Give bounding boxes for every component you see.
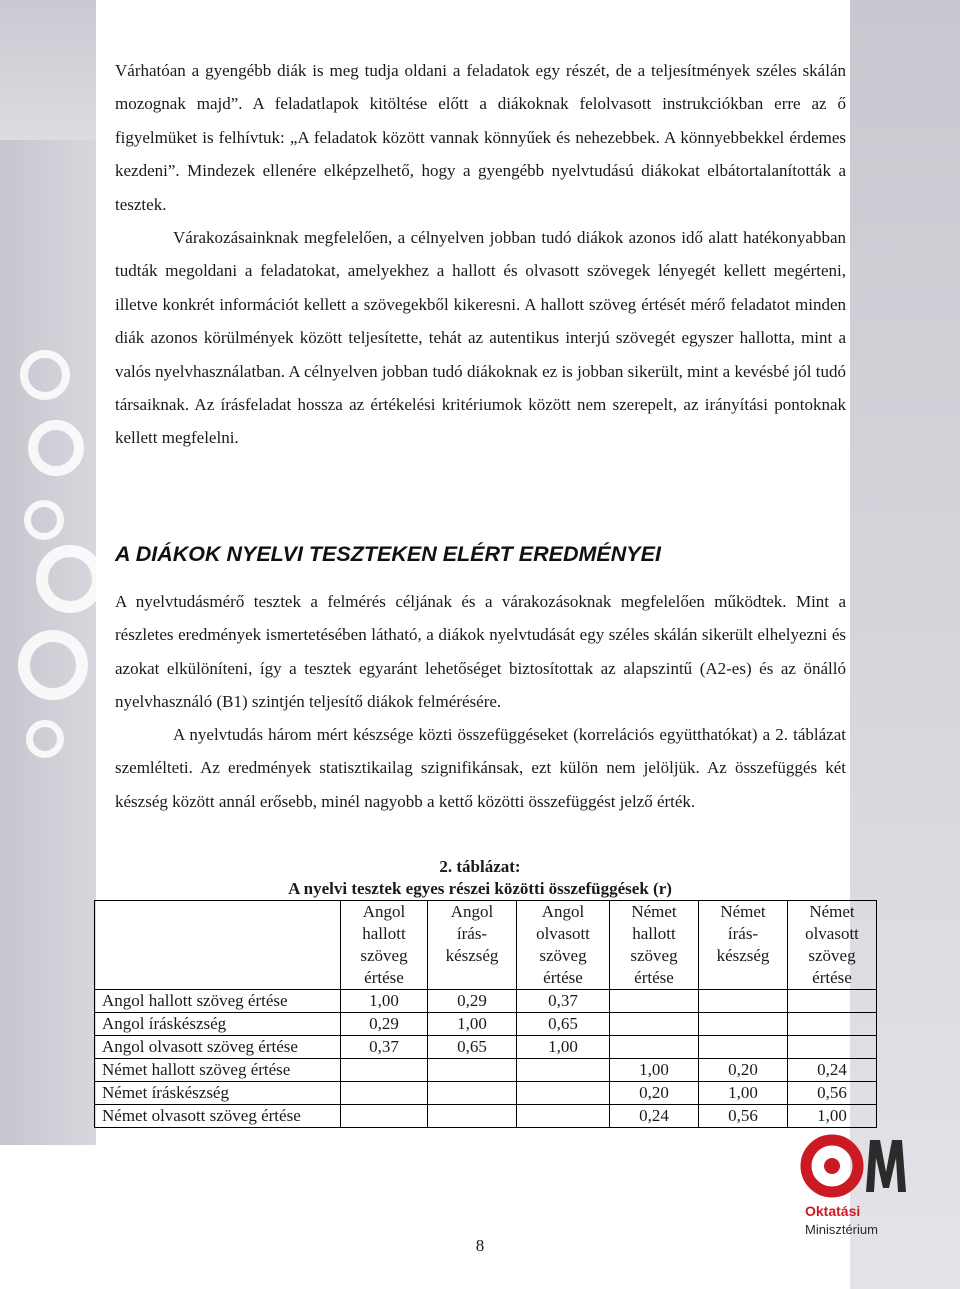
table-cell: 1,00 — [341, 990, 428, 1013]
header-line: olvasott — [805, 924, 859, 943]
table-row — [95, 1013, 877, 1036]
header-line: értése — [812, 968, 852, 987]
table-cell — [428, 1082, 517, 1105]
table-cell — [428, 1059, 517, 1082]
table-row — [95, 990, 877, 1013]
table-cell: 0,37 — [341, 1036, 428, 1059]
row-label: Angol íráskészség — [95, 1013, 341, 1036]
table-cell — [517, 1105, 610, 1128]
decorative-circles — [0, 330, 96, 830]
header-line: szöveg — [360, 946, 408, 965]
paragraph-3: A nyelvtudásmérő tesztek a felmérés céljának és a várakozásoknak megfelelően működtek. Mint a részletes eredmények ismertetésében látható, a diákok nyelvtudását egy széles skálán sikerült elhelyezni és azokat elkülöníteni, így a tesztek egyaránt lehetőséget biztosítottak az alapszintű (A2-es) és az önálló nyelvhasználó (B1) szintjén teljesítő diákok felmérésére. — [115, 592, 846, 712]
table-cell — [517, 1059, 610, 1082]
circle-icon — [26, 720, 64, 758]
table-cell — [610, 990, 699, 1013]
table-cell — [788, 1036, 877, 1059]
header-line: értése — [634, 968, 674, 987]
row-label: Német olvasott szöveg értése — [95, 1105, 341, 1128]
header-angol-iras — [428, 901, 517, 990]
table-cell — [610, 1036, 699, 1059]
row-label: Angol olvasott szöveg értése — [95, 1036, 341, 1059]
table-cell — [699, 1013, 788, 1036]
paragraph-2: Várakozásainknak megfelelően, a célnyelven jobban tudó diákok azonos idő alatt hatékonyabban tudták megoldani a feladatokat, amelyekhez a hallott és olvasott szövegek lényegét kellett megérteni, illetve konkrét információt kellett a szövegekből kikeresni. A hallott szöveg értését mérő feladatot minden diák azonos körülmények között teljesítette, tehát az autentikus interjú szövegét egyszer hallotta, mint a valós nyelvhasználatban. A célnyelven jobban tudó diákoknak ez is jobban sikerült, mint a kevésbé jól tudó társaiknak. Az írásfeladat hossza az értékelési kritériumok között nem szerepelt, az irányítási pontoknak kellett megfelelni. — [115, 228, 846, 448]
table-cell — [788, 990, 877, 1013]
table-cell: 1,00 — [699, 1082, 788, 1105]
table-cell: 1,00 — [610, 1059, 699, 1082]
circle-icon — [18, 630, 88, 700]
header-line: készség — [716, 946, 770, 965]
table-cell: 0,24 — [610, 1105, 699, 1128]
table-cell: 0,20 — [699, 1059, 788, 1082]
header-line: Német — [720, 902, 766, 921]
table-cell: 0,37 — [517, 990, 610, 1013]
logo-text-oktatasi: Oktatási — [805, 1203, 861, 1219]
table-row — [95, 1082, 877, 1105]
table-cell: 0,56 — [699, 1105, 788, 1128]
logo-text-miniszterium: Minisztérium — [805, 1222, 878, 1237]
section-heading: A DIÁKOK NYELVI TESZTEKEN ELÉRT EREDMÉNYEI — [115, 542, 661, 566]
table-cell — [341, 1059, 428, 1082]
header-nemet-olvasott — [788, 901, 877, 990]
circle-icon — [36, 545, 104, 613]
table-caption — [96, 856, 864, 900]
circle-icon — [20, 350, 70, 400]
table-cell — [699, 1036, 788, 1059]
table-row — [95, 1059, 877, 1082]
header-line: írás- — [727, 924, 759, 943]
table-cell — [788, 1013, 877, 1036]
table-cell — [610, 1013, 699, 1036]
header-nemet-hallott — [610, 901, 699, 990]
table-cell: 1,00 — [517, 1036, 610, 1059]
table-cell — [341, 1082, 428, 1105]
page-number: 8 — [475, 1236, 485, 1255]
header-line: szöveg — [630, 946, 678, 965]
table-corner-cell — [95, 901, 341, 990]
table-cell: 0,65 — [517, 1013, 610, 1036]
header-angol-hallott — [341, 901, 428, 990]
header-line: írás- — [456, 924, 488, 943]
table-cell — [517, 1082, 610, 1105]
paragraph-4: A nyelvtudás három mért készsége közti összefüggéseket (korrelációs együtthatókat) a 2. táblázat szemlélteti. Az eredmények statisztikailag szignifikánsak, ezt külön nem jelöljük. Az összefüggés két készség között annál erősebb, minél nagyobb a kettő közötti összefüggést jelző érték. — [115, 725, 846, 811]
circle-icon — [28, 420, 84, 476]
header-line: készség — [445, 946, 499, 965]
header-angol-olvasott — [517, 901, 610, 990]
header-line: Német — [631, 902, 677, 921]
table-row — [95, 1105, 877, 1128]
table-cell: 0,29 — [341, 1013, 428, 1036]
table-cell: 0,24 — [788, 1059, 877, 1082]
table-cell: 1,00 — [428, 1013, 517, 1036]
table-cell — [428, 1105, 517, 1128]
header-line: szöveg — [539, 946, 587, 965]
header-line: Angol — [362, 902, 406, 921]
row-label: Német íráskészség — [95, 1082, 341, 1105]
header-line: hallott — [362, 924, 406, 943]
table-header-row — [95, 901, 877, 990]
header-line: értése — [364, 968, 404, 987]
table-cell: 0,29 — [428, 990, 517, 1013]
table-cell: 0,56 — [788, 1082, 877, 1105]
row-label: Német hallott szöveg értése — [95, 1059, 341, 1082]
table-cell: 0,65 — [428, 1036, 517, 1059]
header-line: értése — [543, 968, 583, 987]
paragraph-1: Várhatóan a gyengébb diák is meg tudja oldani a feladatok egy részét, de a teljesítmények széles skálán mozognak majd”. A feladatlapok kitöltése előtt a diákoknak felolvasott instrukciókban erre az ő figyelmüket is felhívtuk: „A feladatok között vannak könnyűek és nehezebbek. A könnyebbekkel érdemes kezdeni”. Mindezek ellenére elképzelhető, hogy a gyengébb nyelvtudású diákokat elbátortalanították a tesztek. — [115, 61, 846, 214]
header-line: olvasott — [536, 924, 590, 943]
table-cell: 1,00 — [788, 1105, 877, 1128]
header-line: Német — [809, 902, 855, 921]
header-line: Angol — [541, 902, 585, 921]
header-line: hallott — [632, 924, 676, 943]
table-cell — [341, 1105, 428, 1128]
table-caption-number: 2. táblázat: — [439, 857, 521, 876]
table-caption-title: A nyelvi tesztek egyes részei közötti összefüggések (r) — [288, 879, 672, 898]
header-line: szöveg — [808, 946, 856, 965]
table-cell: 0,20 — [610, 1082, 699, 1105]
header-line: Angol — [450, 902, 494, 921]
circle-icon — [24, 500, 64, 540]
table-row — [95, 1036, 877, 1059]
correlation-table — [94, 900, 877, 1128]
table-cell — [699, 990, 788, 1013]
row-label: Angol hallott szöveg értése — [95, 990, 341, 1013]
header-nemet-iras — [699, 901, 788, 990]
